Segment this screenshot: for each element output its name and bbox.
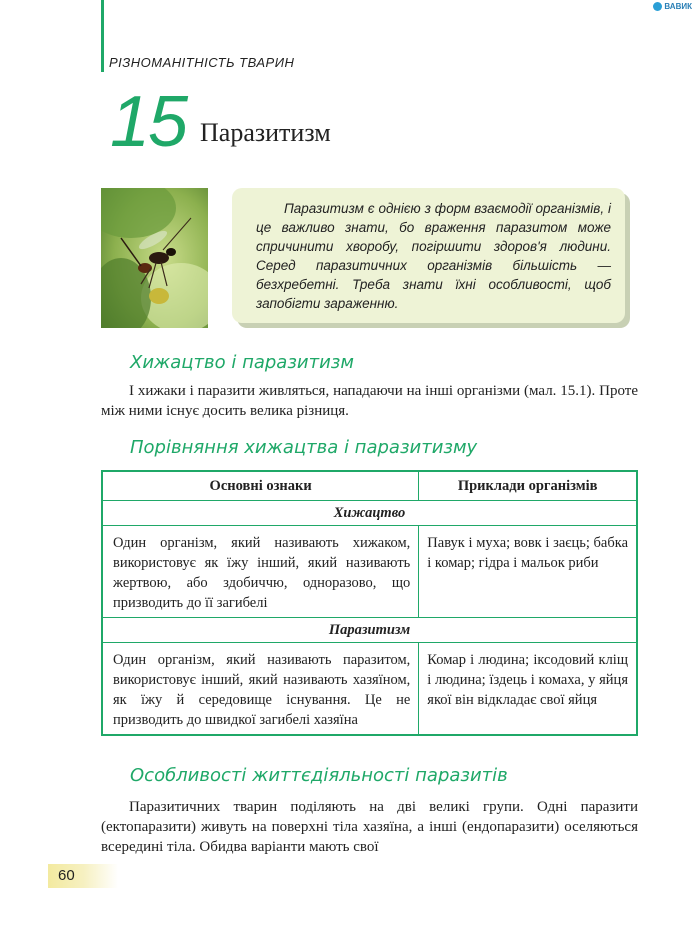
parasitism-description: Один організм, який називають паразитом, використовує інший, який називають хазяїном, як їжу й середовище існування. Це не призводить до швидкої загибелі хазяїна [102,643,419,736]
parasitism-subheader: Паразитизм [102,618,637,643]
paragraph-parasite-groups: Паразитичних тварин поділяють на дві великі групи. Одні паразити (ектопаразити) живуть на поверхні тіла хазяїна, а інші (ендопаразити) оселяються всередині тіла. Обидва варіанти мають свої [101,799,638,855]
table-row [102,618,637,643]
logo-icon [653,2,662,11]
header-accent-line [101,0,104,72]
intro-box [232,188,625,323]
table-row [102,526,637,618]
table-header-features: Основні ознаки [102,471,419,501]
heading-parasite-life: Особливості життєдіяльності паразитів [130,765,508,786]
page-number: 60 [58,867,75,884]
predation-examples: Павук і муха; вовк і заєць; бабка і комар; гідра і мальок риби [419,526,637,618]
comparison-table [101,470,638,736]
parasitism-examples: Комар і людина; іксодовий кліщ і людина; їздець і комаха, у яйця якої він відкладає свої яйця [419,643,637,736]
intro-text: Паразитизм є однією з форм взаємодії організмів, і це важливо знати, бо враження паразитом може спричинити хворобу, погіршити здоров'я людини. Серед паразитичних організмів більшість — безхребетні. Треба знати їхні особливості, щоб запобігти зараженню. [256,201,611,311]
table-row [102,643,637,736]
table-row [102,501,637,526]
heading-comparison: Порівняння хижацтва і паразитизму [130,437,478,458]
chapter-title: Паразитизм [200,118,331,147]
predation-subheader: Хижацтво [102,501,637,526]
logo-text: ВАВИК [664,2,692,11]
heading-predation-parasitism: Хижацтво і паразитизм [130,352,354,373]
page-number-badge [48,864,118,888]
publisher-logo [653,2,692,11]
table-header-row [102,471,637,501]
section-label: РІЗНОМАНІТНІСТЬ ТВАРИН [109,55,295,70]
table-header-examples: Приклади організмів [419,471,637,501]
predation-description: Один організм, який називають хижаком, використовує як їжу інший, який називають жертвою, або здобиччю, одноразово, що призводить до її загибелі [102,526,419,618]
wasp-photo-icon [101,188,208,328]
paragraph-predation: І хижаки і паразити живляться, нападаючи на інші організми (мал. 15.1). Проте між ними існує досить велика різниця. [101,383,638,419]
wasp-photo [101,188,208,328]
chapter-number: 15 [110,82,187,162]
